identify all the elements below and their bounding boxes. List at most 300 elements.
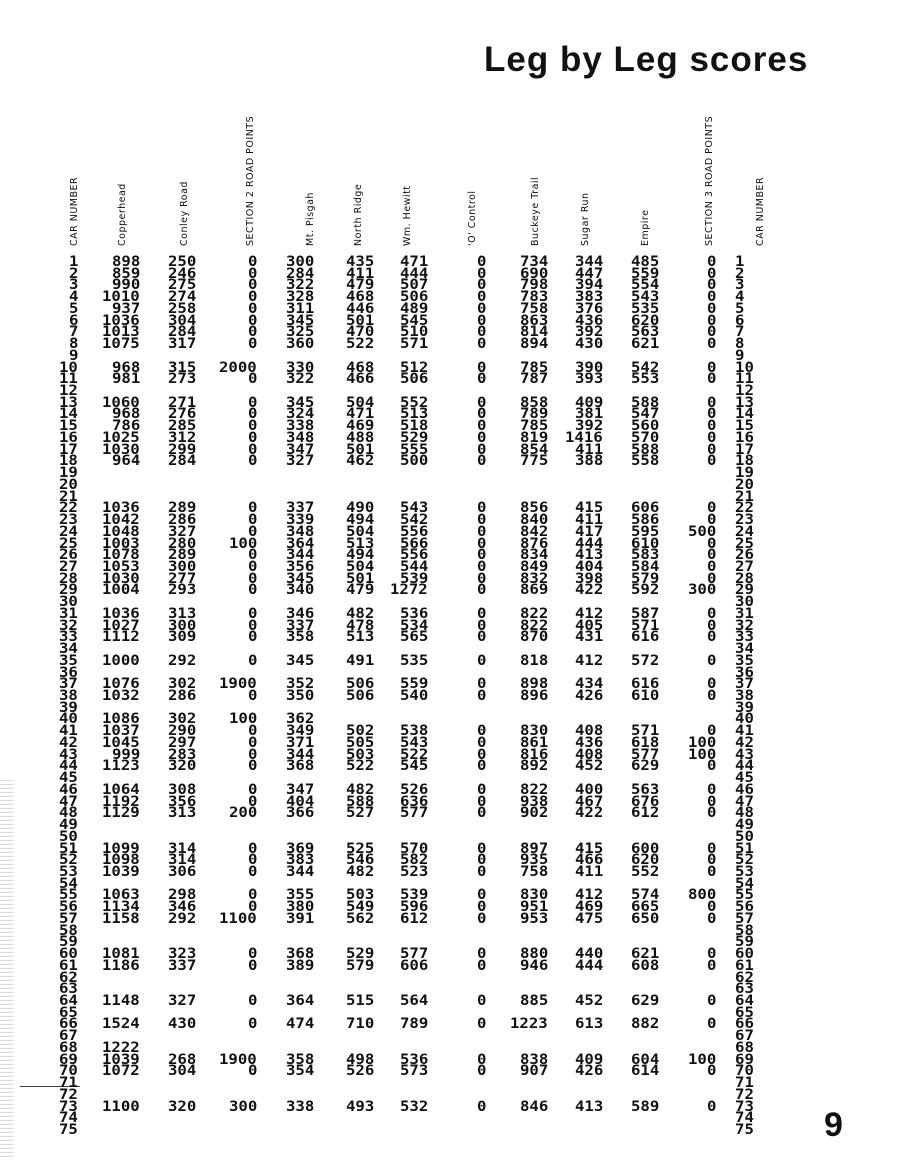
table-cell-hewitt: 534 bbox=[399, 617, 428, 634]
table-cell-hewitt: 518 bbox=[399, 418, 428, 435]
table-cell-ocontrol: 0 bbox=[476, 652, 486, 669]
table-cell-buckeye: 1223 bbox=[510, 1016, 548, 1033]
table-cell-buckeye: 907 bbox=[519, 1063, 548, 1080]
table-cell-conley: 299 bbox=[167, 441, 196, 458]
table-cell-car2: 56 bbox=[735, 899, 754, 916]
table-cell-s3: 0 bbox=[706, 277, 716, 294]
table-cell-sugar: 413 bbox=[574, 1098, 603, 1115]
table-cell-car2: 7 bbox=[735, 324, 745, 341]
table-cell-car: 66 bbox=[59, 1016, 78, 1033]
table-cell-conley: 292 bbox=[167, 652, 196, 669]
table-cell-sugar: 444 bbox=[574, 957, 603, 974]
table-cell-car2: 42 bbox=[735, 734, 754, 751]
table-cell-sugar: 466 bbox=[574, 852, 603, 869]
table-cell-copperhead: 1086 bbox=[102, 711, 140, 728]
table-cell-ocontrol: 0 bbox=[476, 887, 486, 904]
column-header-copperhead: Copperhead bbox=[117, 183, 128, 246]
table-cell-s3: 0 bbox=[706, 852, 716, 869]
table-cell-buckeye: 849 bbox=[519, 558, 548, 575]
table-cell-northridge: 435 bbox=[345, 254, 374, 270]
table-cell-s2: 0 bbox=[247, 992, 257, 1009]
table-cell-s2: 0 bbox=[247, 324, 257, 341]
table-cell-buckeye: 830 bbox=[519, 723, 548, 740]
table-cell-car2: 22 bbox=[735, 500, 754, 517]
table-cell-car2: 5 bbox=[735, 300, 745, 317]
table-cell-empire: 620 bbox=[630, 852, 659, 869]
table-cell-buckeye: 885 bbox=[519, 992, 548, 1009]
table-cell-ocontrol: 0 bbox=[476, 312, 486, 329]
table-cell-sugar: 415 bbox=[574, 500, 603, 517]
table-cell-car: 9 bbox=[68, 347, 78, 364]
column-header-pisgah: Mt. Pisgah bbox=[305, 192, 316, 246]
table-cell-car2: 38 bbox=[735, 688, 754, 704]
table-cell-car2: 27 bbox=[735, 558, 754, 575]
table-cell-car: 67 bbox=[59, 1028, 78, 1045]
table-cell-empire: 600 bbox=[630, 840, 659, 857]
table-cell-northridge: 482 bbox=[345, 863, 374, 880]
table-cell-car2: 23 bbox=[735, 512, 754, 529]
table-cell-car2: 15 bbox=[735, 418, 754, 435]
table-cell-conley: 430 bbox=[167, 1016, 196, 1033]
table-cell-empire: 618 bbox=[630, 734, 659, 751]
table-cell-hewitt: 522 bbox=[399, 746, 428, 763]
table-cell-s2: 0 bbox=[247, 558, 257, 575]
table-cell-pisgah: 338 bbox=[285, 418, 314, 435]
table-cell-northridge: 503 bbox=[345, 746, 374, 763]
table-cell-copperhead: 1064 bbox=[102, 781, 140, 798]
table-cell-pisgah: 347 bbox=[285, 781, 314, 798]
table-cell-buckeye: 834 bbox=[519, 547, 548, 564]
table-cell-car2: 74 bbox=[735, 1110, 754, 1127]
table-cell-hewitt: 444 bbox=[399, 265, 428, 282]
table-cell-conley: 302 bbox=[167, 711, 196, 728]
table-cell-car: 8 bbox=[68, 336, 78, 353]
table-cell-empire: 629 bbox=[630, 758, 659, 775]
table-cell-s3: 0 bbox=[706, 312, 716, 329]
table-cell-conley: 290 bbox=[167, 723, 196, 740]
table-cell-ocontrol: 0 bbox=[476, 394, 486, 411]
table-cell-buckeye: 822 bbox=[519, 781, 548, 798]
table-cell-s3: 800 bbox=[687, 887, 716, 904]
table-cell-s2: 0 bbox=[247, 289, 257, 306]
table-cell-pisgah: 366 bbox=[285, 805, 314, 822]
table-cell-pisgah: 322 bbox=[285, 371, 314, 388]
table-cell-empire: 547 bbox=[630, 406, 659, 423]
table-cell-conley: 300 bbox=[167, 617, 196, 634]
table-cell-car2: 9 bbox=[735, 347, 745, 364]
table-cell-copperhead: 1078 bbox=[102, 547, 140, 564]
table-cell-sugar: 409 bbox=[574, 1051, 603, 1068]
table-cell-copperhead: 1060 bbox=[102, 394, 140, 411]
table-cell-ocontrol: 0 bbox=[476, 300, 486, 317]
table-cell-car2: 33 bbox=[735, 629, 754, 646]
table-cell-pisgah: 344 bbox=[285, 547, 314, 564]
table-cell-car2: 47 bbox=[735, 793, 754, 810]
table-cell-pisgah: 325 bbox=[285, 324, 314, 341]
table-cell-northridge: 503 bbox=[345, 887, 374, 904]
table-cell-buckeye: 787 bbox=[519, 371, 548, 388]
table-cell-pisgah: 350 bbox=[285, 688, 314, 704]
table-cell-copperhead: 898 bbox=[111, 254, 140, 270]
table-cell-empire: 554 bbox=[630, 277, 659, 294]
table-cell-ocontrol: 0 bbox=[476, 746, 486, 763]
table-cell-car: 75 bbox=[59, 1122, 78, 1139]
table-cell-empire: 610 bbox=[630, 688, 659, 704]
table-cell-car: 32 bbox=[59, 617, 78, 634]
table-cell-car2: 49 bbox=[735, 817, 754, 834]
table-cell-pisgah: 345 bbox=[285, 570, 314, 587]
table-cell-sugar: 613 bbox=[574, 1016, 603, 1033]
table-cell-northridge: 501 bbox=[345, 570, 374, 587]
table-cell-pisgah: 368 bbox=[285, 946, 314, 963]
table-cell-conley: 320 bbox=[167, 758, 196, 775]
table-cell-s3: 0 bbox=[706, 371, 716, 388]
table-cell-ocontrol: 0 bbox=[476, 910, 486, 927]
table-cell-northridge: 488 bbox=[345, 429, 374, 446]
table-cell-car: 70 bbox=[59, 1063, 78, 1080]
table-cell-car2: 34 bbox=[735, 641, 754, 658]
table-cell-s3: 0 bbox=[706, 617, 716, 634]
table-cell-car2: 10 bbox=[735, 359, 754, 376]
table-cell-car2: 16 bbox=[735, 429, 754, 446]
table-cell-copperhead: 1045 bbox=[102, 734, 140, 751]
table-cell-northridge: 470 bbox=[345, 324, 374, 341]
table-cell-empire: 621 bbox=[630, 946, 659, 963]
table-cell-car: 28 bbox=[59, 570, 78, 587]
table-cell-buckeye: 897 bbox=[519, 840, 548, 857]
table-cell-empire: 571 bbox=[630, 723, 659, 740]
table-cell-conley: 313 bbox=[167, 805, 196, 822]
table-cell-car: 64 bbox=[59, 992, 78, 1009]
table-cell-car2: 12 bbox=[735, 383, 754, 400]
table-cell-sugar: 409 bbox=[574, 394, 603, 411]
table-cell-s3: 0 bbox=[706, 652, 716, 669]
table-cell-buckeye: 935 bbox=[519, 852, 548, 869]
table-cell-empire: 553 bbox=[630, 371, 659, 388]
table-cell-car: 30 bbox=[59, 594, 78, 611]
table-cell-ocontrol: 0 bbox=[476, 336, 486, 353]
table-cell-ocontrol: 0 bbox=[476, 1051, 486, 1068]
table-cell-hewitt: 543 bbox=[399, 734, 428, 751]
table-cell-car2: 25 bbox=[735, 535, 754, 552]
table-cell-hewitt: 545 bbox=[399, 312, 428, 329]
table-cell-conley: 314 bbox=[167, 840, 196, 857]
table-cell-sugar: 422 bbox=[574, 582, 603, 599]
table-cell-pisgah: 345 bbox=[285, 394, 314, 411]
table-cell-northridge: 506 bbox=[345, 688, 374, 704]
table-cell-conley: 250 bbox=[167, 254, 196, 270]
table-cell-empire: 589 bbox=[630, 1098, 659, 1115]
table-cell-copperhead: 1063 bbox=[102, 887, 140, 904]
table-cell-s3: 0 bbox=[706, 500, 716, 517]
table-cell-car: 16 bbox=[59, 429, 78, 446]
table-cell-car2: 69 bbox=[735, 1051, 754, 1068]
table-cell-northridge: 462 bbox=[345, 453, 374, 470]
table-cell-conley: 292 bbox=[167, 910, 196, 927]
table-cell-ocontrol: 0 bbox=[476, 758, 486, 775]
table-cell-car2: 30 bbox=[735, 594, 754, 611]
table-cell-empire: 558 bbox=[630, 453, 659, 470]
table-cell-s3: 0 bbox=[706, 558, 716, 575]
table-cell-copperhead: 1037 bbox=[102, 723, 140, 740]
table-cell-conley: 277 bbox=[167, 570, 196, 587]
table-cell-car: 10 bbox=[59, 359, 78, 376]
table-cell-s3: 0 bbox=[706, 840, 716, 857]
table-cell-ocontrol: 0 bbox=[476, 793, 486, 810]
table-cell-northridge: 525 bbox=[345, 840, 374, 857]
table-cell-sugar: 417 bbox=[574, 523, 603, 540]
table-cell-northridge: 479 bbox=[345, 582, 374, 599]
table-cell-copperhead: 1036 bbox=[102, 500, 140, 517]
table-cell-pisgah: 356 bbox=[285, 558, 314, 575]
table-cell-s3: 0 bbox=[706, 957, 716, 974]
table-cell-copperhead: 1072 bbox=[102, 1063, 140, 1080]
column-header-ocontrol: 'O' Control bbox=[467, 190, 478, 246]
table-cell-car: 63 bbox=[59, 981, 78, 998]
table-cell-car2: 24 bbox=[735, 523, 754, 540]
table-cell-conley: 284 bbox=[167, 324, 196, 341]
table-cell-car: 54 bbox=[59, 875, 78, 892]
table-cell-buckeye: 775 bbox=[519, 453, 548, 470]
table-cell-sugar: 469 bbox=[574, 899, 603, 916]
table-cell-buckeye: 818 bbox=[519, 652, 548, 669]
table-cell-pisgah: 349 bbox=[285, 723, 314, 740]
table-cell-ocontrol: 0 bbox=[476, 863, 486, 880]
table-cell-pisgah: 383 bbox=[285, 852, 314, 869]
table-cell-hewitt: 500 bbox=[399, 453, 428, 470]
column-header-buckeye: Buckeye Trail bbox=[530, 176, 541, 246]
table-cell-ocontrol: 0 bbox=[476, 805, 486, 822]
table-cell-s3: 0 bbox=[706, 570, 716, 587]
table-cell-car: 58 bbox=[59, 922, 78, 939]
table-cell-sugar: 452 bbox=[574, 758, 603, 775]
table-cell-copperhead: 1148 bbox=[102, 992, 140, 1009]
table-cell-sugar: 434 bbox=[574, 676, 603, 693]
table-cell-pisgah: 344 bbox=[285, 863, 314, 880]
table-cell-conley: 286 bbox=[167, 512, 196, 529]
table-cell-pisgah: 355 bbox=[285, 887, 314, 904]
table-cell-car2: 2 bbox=[735, 265, 745, 282]
table-cell-conley: 309 bbox=[167, 629, 196, 646]
table-cell-pisgah: 352 bbox=[285, 676, 314, 693]
table-cell-northridge: 493 bbox=[345, 1098, 374, 1115]
table-cell-ocontrol: 0 bbox=[476, 441, 486, 458]
table-cell-s2: 0 bbox=[247, 840, 257, 857]
table-cell-s3: 500 bbox=[687, 523, 716, 540]
table-cell-northridge: 468 bbox=[345, 289, 374, 306]
table-cell-car: 69 bbox=[59, 1051, 78, 1068]
table-cell-car2: 51 bbox=[735, 840, 754, 857]
table-cell-sugar: 447 bbox=[574, 265, 603, 282]
table-cell-conley: 312 bbox=[167, 429, 196, 446]
table-cell-car2: 65 bbox=[735, 1004, 754, 1021]
table-cell-car2: 37 bbox=[735, 676, 754, 693]
table-cell-car: 74 bbox=[59, 1110, 78, 1127]
table-cell-buckeye: 856 bbox=[519, 500, 548, 517]
table-cell-car: 14 bbox=[59, 406, 78, 423]
table-cell-pisgah: 337 bbox=[285, 500, 314, 517]
table-cell-car2: 11 bbox=[735, 371, 754, 388]
table-cell-s2: 0 bbox=[247, 582, 257, 599]
table-cell-s2: 0 bbox=[247, 312, 257, 329]
table-cell-copperhead: 990 bbox=[111, 277, 140, 294]
column-header-conley: Conley Road bbox=[179, 181, 190, 246]
table-cell-s2: 0 bbox=[247, 746, 257, 763]
table-cell-sugar: 404 bbox=[574, 558, 603, 575]
table-cell-car: 27 bbox=[59, 558, 78, 575]
table-cell-hewitt: 573 bbox=[399, 1063, 428, 1080]
table-cell-empire: 570 bbox=[630, 429, 659, 446]
table-cell-car2: 28 bbox=[735, 570, 754, 587]
table-cell-hewitt: 577 bbox=[399, 805, 428, 822]
table-cell-copperhead: 1042 bbox=[102, 512, 140, 529]
table-cell-ocontrol: 0 bbox=[476, 899, 486, 916]
table-cell-s2: 0 bbox=[247, 547, 257, 564]
table-cell-car: 37 bbox=[59, 676, 78, 693]
table-cell-buckeye: 816 bbox=[519, 746, 548, 763]
table-cell-northridge: 471 bbox=[345, 406, 374, 423]
table-cell-northridge: 469 bbox=[345, 418, 374, 435]
table-cell-car: 20 bbox=[59, 476, 78, 493]
column-header-hewitt: Wm. Hewitt bbox=[402, 185, 413, 246]
table-cell-copperhead: 1129 bbox=[102, 805, 140, 822]
table-cell-northridge: 513 bbox=[345, 535, 374, 552]
table-cell-s3: 100 bbox=[687, 746, 716, 763]
table-cell-copperhead: 1099 bbox=[102, 840, 140, 857]
table-cell-s2: 0 bbox=[247, 300, 257, 317]
table-cell-buckeye: 758 bbox=[519, 300, 548, 317]
table-cell-pisgah: 345 bbox=[285, 652, 314, 669]
table-cell-hewitt: 523 bbox=[399, 863, 428, 880]
table-cell-conley: 304 bbox=[167, 1063, 196, 1080]
table-cell-car2: 68 bbox=[735, 1039, 754, 1056]
table-cell-s2: 200 bbox=[228, 805, 257, 822]
table-cell-buckeye: 798 bbox=[519, 277, 548, 294]
table-cell-northridge: 515 bbox=[345, 992, 374, 1009]
table-cell-empire: 621 bbox=[630, 336, 659, 353]
table-cell-hewitt: 539 bbox=[399, 570, 428, 587]
table-cell-copperhead: 1053 bbox=[102, 558, 140, 575]
table-cell-s3: 0 bbox=[706, 512, 716, 529]
table-cell-car2: 14 bbox=[735, 406, 754, 423]
table-cell-ocontrol: 0 bbox=[476, 734, 486, 751]
table-cell-car2: 72 bbox=[735, 1086, 754, 1103]
table-cell-pisgah: 339 bbox=[285, 512, 314, 529]
table-cell-car: 5 bbox=[68, 300, 78, 317]
table-cell-car2: 48 bbox=[735, 805, 754, 822]
table-cell-sugar: 436 bbox=[574, 312, 603, 329]
table-cell-pisgah: 322 bbox=[285, 277, 314, 294]
table-cell-s3: 100 bbox=[687, 1051, 716, 1068]
table-cell-buckeye: 830 bbox=[519, 887, 548, 904]
table-cell-pisgah: 344 bbox=[285, 746, 314, 763]
table-cell-sugar: 412 bbox=[574, 887, 603, 904]
table-cell-empire: 606 bbox=[630, 500, 659, 517]
table-cell-car2: 53 bbox=[735, 863, 754, 880]
table-cell-buckeye: 892 bbox=[519, 758, 548, 775]
table-cell-northridge: 482 bbox=[345, 781, 374, 798]
table-cell-car2: 64 bbox=[735, 992, 754, 1009]
table-cell-empire: 563 bbox=[630, 781, 659, 798]
table-cell-car: 61 bbox=[59, 957, 78, 974]
table-cell-s3: 0 bbox=[706, 629, 716, 646]
table-cell-sugar: 400 bbox=[574, 781, 603, 798]
table-cell-s3: 0 bbox=[706, 723, 716, 740]
table-cell-sugar: 426 bbox=[574, 1063, 603, 1080]
table-cell-buckeye: 758 bbox=[519, 863, 548, 880]
table-cell-car2: 1 bbox=[735, 254, 745, 270]
table-cell-s3: 0 bbox=[706, 1016, 716, 1033]
table-cell-copperhead: 1186 bbox=[102, 957, 140, 974]
table-cell-conley: 274 bbox=[167, 289, 196, 306]
table-cell-s3: 0 bbox=[706, 441, 716, 458]
table-cell-pisgah: 368 bbox=[285, 758, 314, 775]
table-cell-sugar: 475 bbox=[574, 910, 603, 927]
table-cell-ocontrol: 0 bbox=[476, 676, 486, 693]
table-cell-s3: 0 bbox=[706, 688, 716, 704]
table-cell-car2: 18 bbox=[735, 453, 754, 470]
table-cell-empire: 612 bbox=[630, 805, 659, 822]
table-cell-car2: 43 bbox=[735, 746, 754, 763]
table-cell-car: 11 bbox=[59, 371, 78, 388]
table-cell-hewitt: 513 bbox=[399, 406, 428, 423]
table-cell-s3: 0 bbox=[706, 289, 716, 306]
table-cell-hewitt: 510 bbox=[399, 324, 428, 341]
table-cell-hewitt: 612 bbox=[399, 910, 428, 927]
table-cell-northridge: 446 bbox=[345, 300, 374, 317]
table-cell-northridge: 549 bbox=[345, 899, 374, 916]
table-cell-buckeye: 898 bbox=[519, 676, 548, 693]
table-cell-hewitt: 559 bbox=[399, 676, 428, 693]
table-cell-copperhead: 1039 bbox=[102, 863, 140, 880]
table-cell-copperhead: 964 bbox=[111, 453, 140, 470]
table-cell-hewitt: 555 bbox=[399, 441, 428, 458]
table-cell-buckeye: 822 bbox=[519, 617, 548, 634]
table-cell-buckeye: 819 bbox=[519, 429, 548, 446]
table-cell-ocontrol: 0 bbox=[476, 523, 486, 540]
table-cell-car: 47 bbox=[59, 793, 78, 810]
table-cell-s3: 300 bbox=[687, 582, 716, 599]
table-cell-copperhead: 1036 bbox=[102, 312, 140, 329]
table-cell-s2: 0 bbox=[247, 758, 257, 775]
table-cell-sugar: 392 bbox=[574, 324, 603, 341]
table-cell-northridge: 466 bbox=[345, 371, 374, 388]
table-cell-s3: 0 bbox=[706, 429, 716, 446]
table-cell-car: 41 bbox=[59, 723, 78, 740]
table-cell-hewitt: 566 bbox=[399, 535, 428, 552]
table-cell-s2: 300 bbox=[228, 1098, 257, 1115]
table-cell-sugar: 444 bbox=[574, 535, 603, 552]
table-cell-hewitt: 542 bbox=[399, 512, 428, 529]
table-cell-sugar: 415 bbox=[574, 840, 603, 857]
table-cell-ocontrol: 0 bbox=[476, 289, 486, 306]
table-cell-copperhead: 968 bbox=[111, 406, 140, 423]
table-cell-pisgah: 327 bbox=[285, 453, 314, 470]
table-cell-empire: 552 bbox=[630, 863, 659, 880]
table-cell-s2: 0 bbox=[247, 512, 257, 529]
table-cell-northridge: 411 bbox=[345, 265, 374, 282]
table-cell-ocontrol: 0 bbox=[476, 840, 486, 857]
table-cell-car2: 71 bbox=[735, 1075, 754, 1092]
table-cell-s2: 0 bbox=[247, 371, 257, 388]
table-cell-s2: 0 bbox=[247, 441, 257, 458]
table-cell-ocontrol: 0 bbox=[476, 324, 486, 341]
table-cell-empire: 588 bbox=[630, 441, 659, 458]
table-cell-car: 29 bbox=[59, 582, 78, 599]
table-cell-buckeye: 894 bbox=[519, 336, 548, 353]
table-cell-car: 34 bbox=[59, 641, 78, 658]
table-cell-hewitt: 544 bbox=[399, 558, 428, 575]
